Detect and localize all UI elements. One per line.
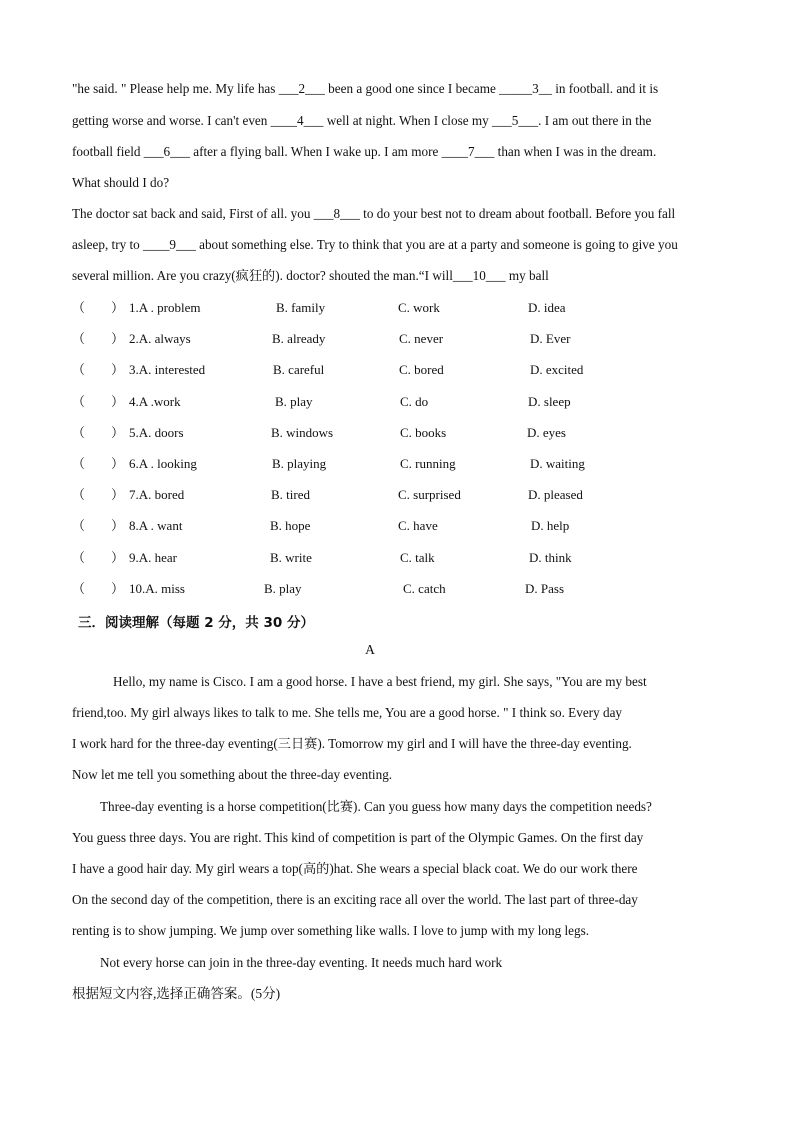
option-c: C. have [398,518,438,533]
option-b: B. write [270,550,312,565]
option-b: B. playing [272,456,327,471]
option-d: D. eyes [527,425,566,440]
passage-line-3: football field ___6___ after a flying ball. When I wake up. I am more ____7___ than when I was in the dream. [72,144,657,159]
option-d: D. idea [528,300,566,315]
option-a: 8.A . want [129,518,183,533]
option-d: D. Pass [525,581,565,596]
answer-paren[interactable]: （ ） [72,300,125,315]
passage-line-2: getting worse and worse. I can't even ____4___ well at night. When I close my ___5___. I am out there in the [72,113,652,128]
question-row-7 [72,487,772,503]
reading-line-6: You guess three days. You are right. This kind of competition is part of the Olympic Games. On the first day [72,830,644,845]
option-c: C. running [400,456,456,471]
option-c: C. do [400,394,429,409]
answer-paren[interactable]: （ ） [72,394,125,409]
answer-paren[interactable]: （ ） [72,331,125,346]
question-row-8 [72,518,772,534]
answer-paren[interactable]: （ ） [72,425,125,440]
part-label: A [365,642,375,657]
question-row-10 [72,581,772,597]
instruction: 根据短文内容,选择正确答案。(5分) [72,986,281,1001]
question-row-4 [72,394,772,410]
question-row-6 [72,456,772,472]
option-d: D. waiting [530,456,585,471]
option-c: C. never [399,331,444,346]
option-b: B. careful [273,362,325,377]
option-b: B. already [272,331,326,346]
reading-line-9: renting is to show jumping. We jump over something like walls. I love to jump with my long legs. [72,923,589,938]
option-b: B. hope [270,518,311,533]
option-b: B. tired [271,487,310,502]
passage-line-5: The doctor sat back and said, First of all. you ___8___ to do your best not to dream about football. Before you fall [72,206,676,221]
answer-paren[interactable]: （ ） [72,487,125,502]
answer-paren[interactable]: （ ） [72,362,125,377]
option-b: B. play [264,581,302,596]
option-d: D. sleep [528,394,571,409]
option-a: 2.A. always [129,331,191,346]
option-c: C. books [400,425,447,440]
option-c: C. bored [399,362,444,377]
option-b: B. windows [271,425,334,440]
passage-line-6: asleep, try to ____9___ about something else. Try to think that you are at a party and someone is going to give you [72,237,678,252]
option-a: 4.A .work [129,394,181,409]
passage-line-1: "he said. " Please help me. My life has ___2___ been a good one since I became _____3__ in football. and it is [72,81,659,96]
option-a: 9.A. hear [129,550,178,565]
reading-line-5: Three-day eventing is a horse competition(比赛). Can you guess how many days the competition needs? [100,799,652,814]
option-a: 6.A . looking [129,456,197,471]
option-a: 10.A. miss [129,581,185,596]
answer-paren[interactable]: （ ） [72,550,125,565]
option-b: B. play [275,394,313,409]
reading-line-4: Now let me tell you something about the three-day eventing. [72,767,393,782]
reading-line-10: Not every horse can join in the three-day eventing. It needs much hard work [100,955,503,970]
reading-line-1: Hello, my name is Cisco. I am a good horse. I have a best friend, my girl. She says, "You are my best [113,674,647,689]
option-b: B. family [276,300,326,315]
option-c: C. surprised [398,487,461,502]
option-c: C. talk [400,550,435,565]
option-d: D. Ever [530,331,571,346]
passage-line-4: What should I do? [72,175,170,190]
passage-line-7: several million. Are you crazy(疯狂的). doctor? shouted the man.“I will___10___ my ball [72,268,549,283]
option-c: C. catch [403,581,446,596]
reading-line-8: On the second day of the competition, there is an exciting race all over the world. The last part of three-day [72,892,638,907]
answer-paren[interactable]: （ ） [72,518,125,533]
option-a: 3.A. interested [129,362,206,377]
answer-paren[interactable]: （ ） [72,456,125,471]
option-d: D. help [531,518,570,533]
option-d: D. pleased [528,487,583,502]
reading-line-7: I have a good hair day. My girl wears a top(高的)hat. She wears a special black coat. We do our work there [72,861,638,876]
option-a: 1.A . problem [129,300,201,315]
question-row-1 [72,300,772,316]
question-row-5 [72,425,772,441]
question-row-3 [72,362,772,378]
option-c: C. work [398,300,440,315]
answer-paren[interactable]: （ ） [72,581,125,596]
reading-line-2: friend,too. My girl always likes to talk to me. She tells me, You are a good horse. " I think so. Every day [72,705,623,720]
question-row-2 [72,331,772,347]
option-d: D. excited [530,362,584,377]
section-heading: 三．阅读理解（每题 2 分，共 30 分） [78,615,314,631]
option-d: D. think [529,550,572,565]
option-a: 7.A. bored [129,487,185,502]
reading-line-3: I work hard for the three-day eventing(三日赛). Tomorrow my girl and I will have the three-day eventing. [72,736,632,751]
question-row-9 [72,550,772,566]
option-a: 5.A. doors [129,425,184,440]
